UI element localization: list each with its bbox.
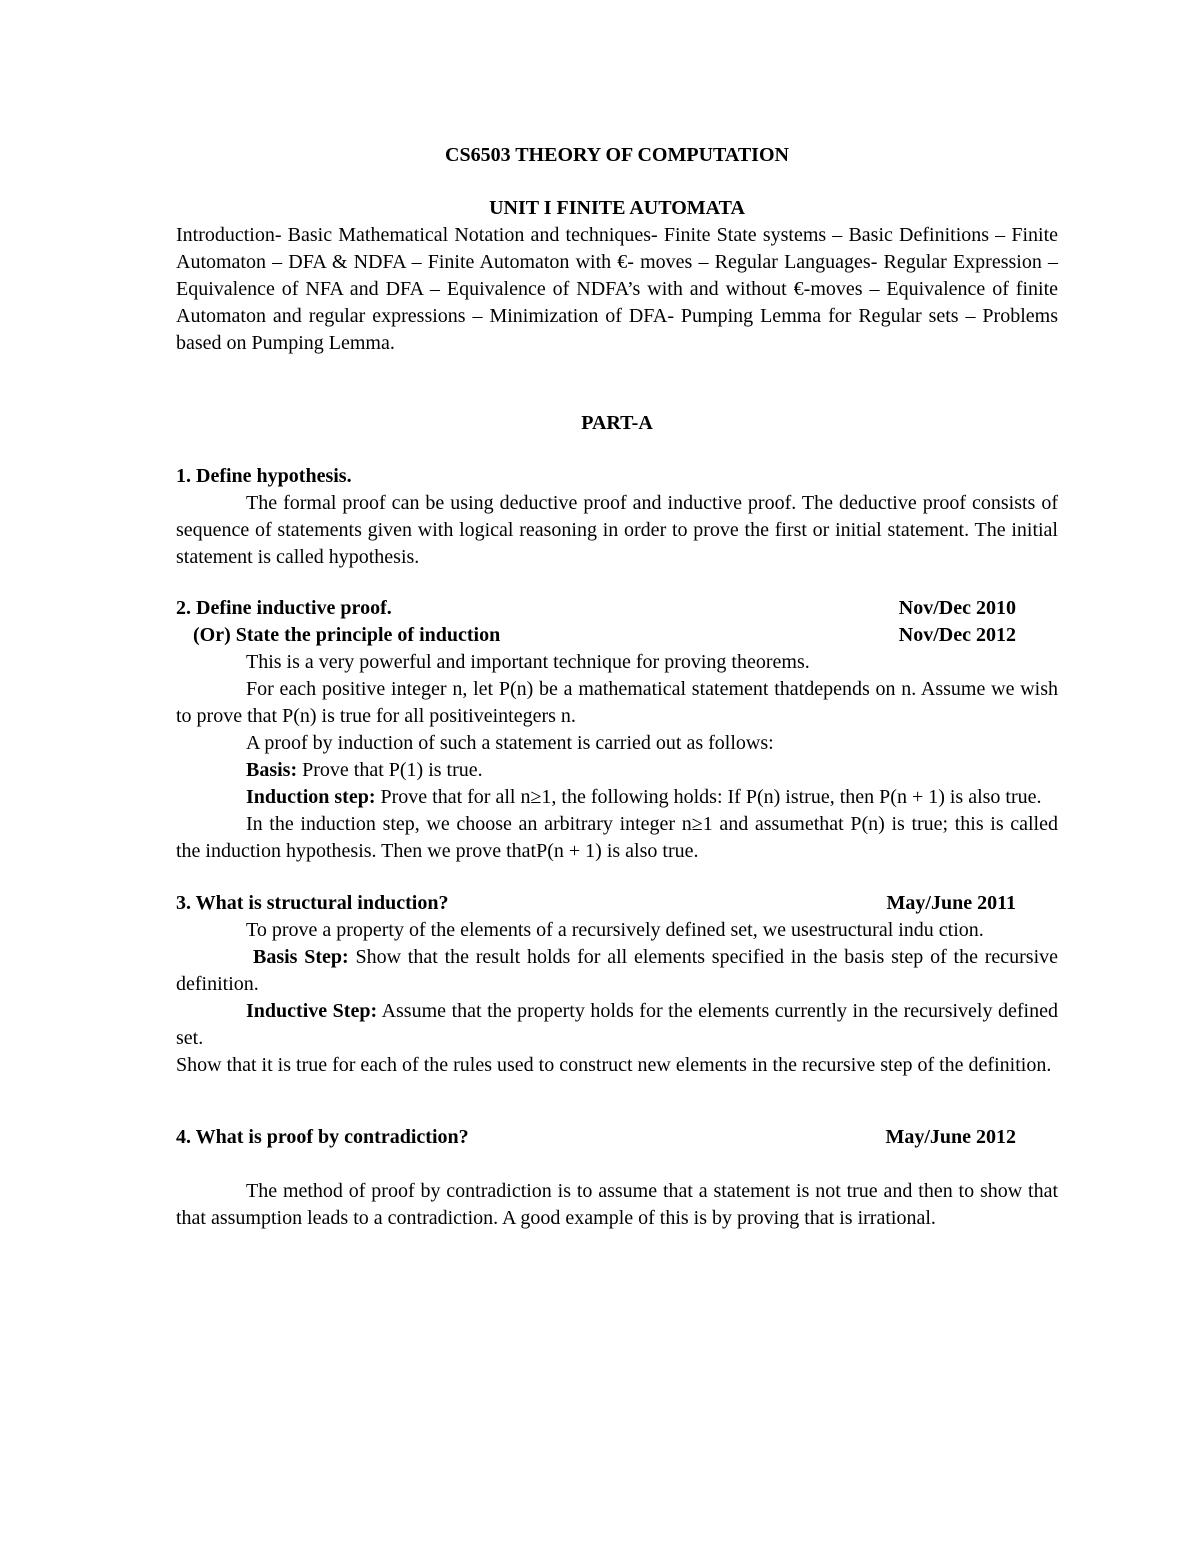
- answer-3-paragraph-1: To prove a property of the elements of a recursively defined set, we usestructural indu ction.: [246, 919, 984, 941]
- question-3-heading: [176, 890, 1058, 917]
- syllabus-paragraph: Introduction- Basic Mathematical Notation and techniques- Finite State systems – Basic Definitions – Finite Automaton – DFA & NDFA – Finite Automaton with €- moves – Regular Languages- Regular Expression – Equivalence of NFA and DFA – Equivalence of NDFA’s with and without €-moves – Equivalence of finite Automaton and regular expressions – Minimization of DFA- Pumping Lemma for Regular sets – Problems based on Pumping Lemma.: [176, 224, 1058, 354]
- basis-text: Prove that P(1) is true.: [297, 759, 483, 781]
- answer-2-paragraph-2: For each positive integer n, let P(n) be a mathematical statement thatdepends on n. Assume we wish to prove that P(n) is true for all positiveintegers n.: [176, 678, 1058, 727]
- question-2-heading: [176, 595, 1058, 622]
- basis-step-label: Basis Step:: [253, 946, 349, 968]
- question-2-date: Nov/Dec 2010: [898, 597, 1016, 619]
- question-4-heading: [176, 1124, 1058, 1151]
- answer-3-paragraph-2: Show that it is true for each of the rules used to construct new elements in the recursive step of the definition.: [176, 1054, 1052, 1076]
- unit-title: UNIT I FINITE AUTOMATA: [489, 197, 745, 219]
- answer-1-paragraph: The formal proof can be using deductive proof and inductive proof. The deductive proof consists of sequence of statements given with logical reasoning in order to prove the first or initial statement. The initial statement is called hypothesis.: [176, 492, 1058, 568]
- question-2-alt-text: (Or) State the principle of induction: [193, 624, 501, 646]
- question-3-date: May/June 2011: [886, 892, 1016, 914]
- induction-step-text: Prove that for all n≥1, the following holds: If P(n) istrue, then P(n + 1) is also true.: [375, 786, 1042, 808]
- answer-2-basis: [176, 757, 1058, 784]
- answer-2-paragraph-3: A proof by induction of such a statement is carried out as follows:: [246, 732, 774, 754]
- spacer: [176, 1151, 1058, 1178]
- answer-2-paragraph-1: This is a very powerful and important technique for proving theorems.: [246, 651, 810, 673]
- basis-label: Basis:: [246, 759, 298, 781]
- part-a-heading: PART-A: [581, 412, 653, 434]
- inductive-step-text: Assume that the property holds for the elements currently in the recursively defined set.: [176, 1000, 1058, 1049]
- question-1-text: 1. Define hypothesis.: [176, 465, 352, 487]
- answer-4-paragraph: The method of proof by contradiction is to assume that a statement is not true and then to show that that assumption leads to a contradiction. A good example of this is by proving that is irrational.: [176, 1180, 1058, 1229]
- question-2-alt-date: Nov/Dec 2012: [898, 624, 1016, 646]
- basis-step-text: Show that the result holds for all elements specified in the basis step of the recursive definition.: [176, 946, 1059, 995]
- answer-3-basis-step: [176, 944, 1058, 998]
- answer-2-induction-step: [176, 784, 1058, 811]
- question-2-text: 2. Define inductive proof.: [176, 597, 392, 619]
- course-title: CS6503 THEORY OF COMPUTATION: [445, 144, 789, 166]
- answer-3-inductive-step: [176, 998, 1058, 1052]
- page-content: [176, 142, 1058, 1232]
- question-3-text: 3. What is structural induction?: [176, 892, 449, 914]
- induction-step-label: Induction step:: [246, 786, 376, 808]
- question-4-text: 4. What is proof by contradiction?: [176, 1126, 469, 1148]
- question-4-date: May/June 2012: [885, 1126, 1016, 1148]
- answer-2-paragraph-4: In the induction step, we choose an arbitrary integer n≥1 and assumethat P(n) is true; this is called the induction hypothesis. Then we prove thatP(n + 1) is also true.: [176, 813, 1058, 862]
- inductive-step-label: Inductive Step:: [246, 1000, 378, 1022]
- question-2-alt-heading: [176, 622, 1058, 649]
- question-1-heading: [176, 463, 1058, 490]
